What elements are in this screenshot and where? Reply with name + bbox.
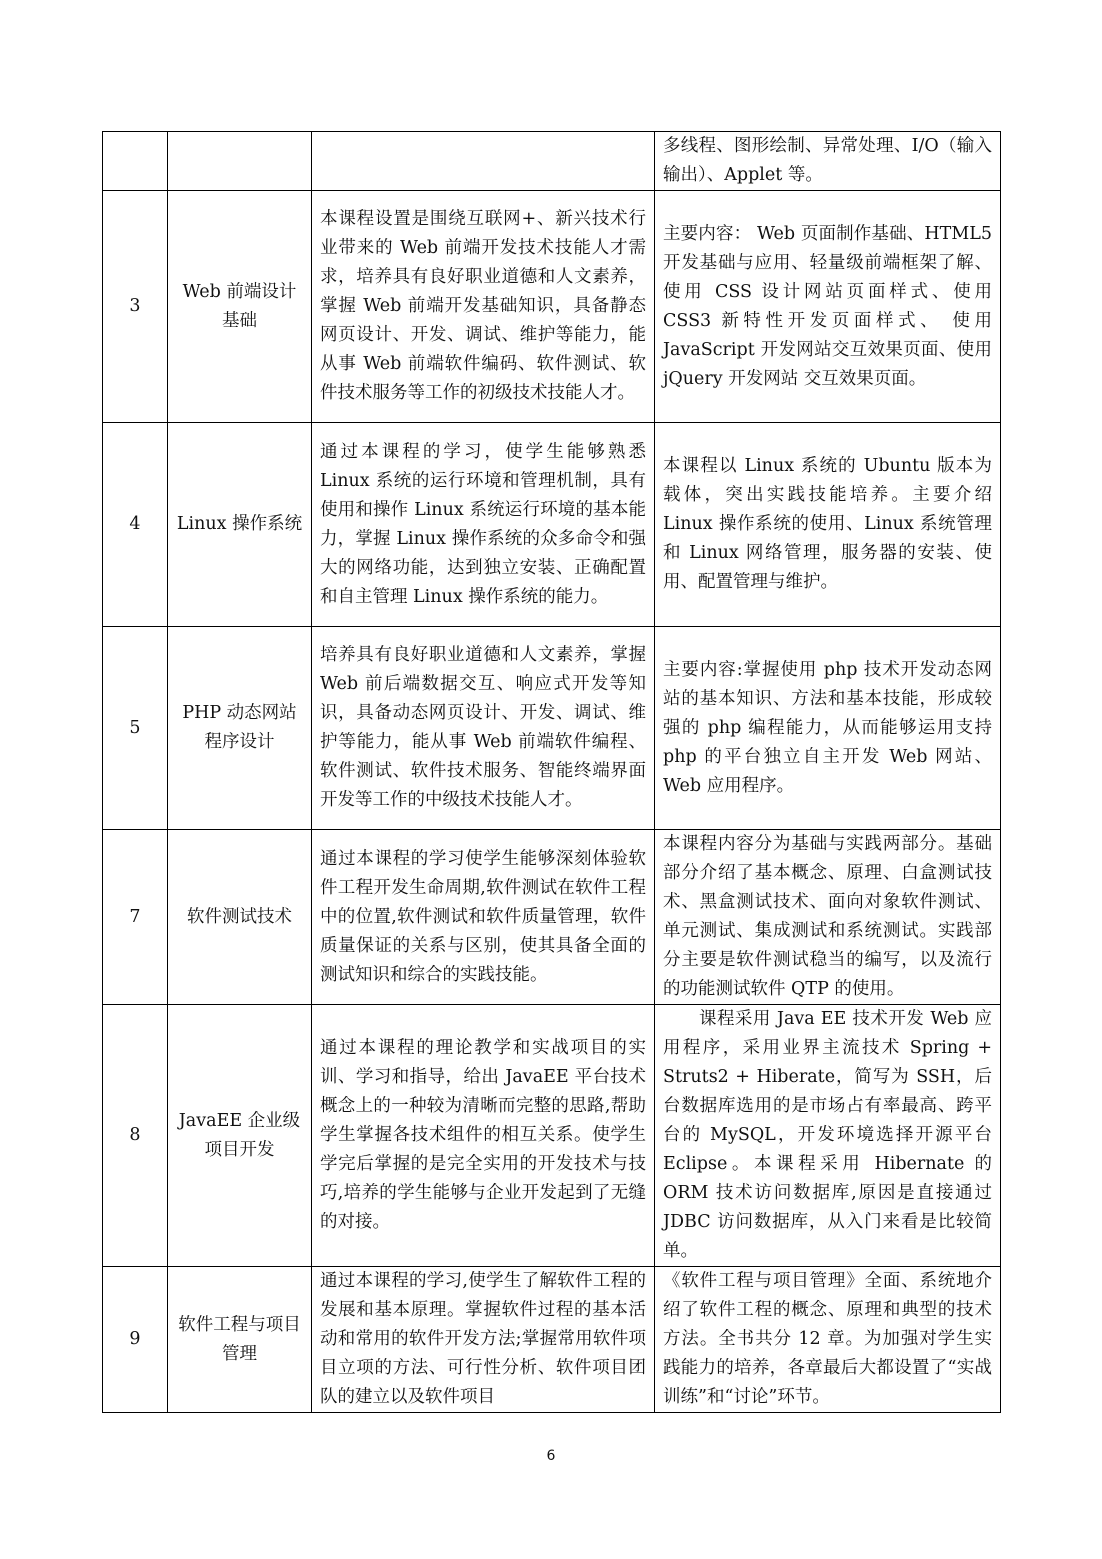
- course-number: 3: [103, 191, 168, 423]
- table-row: [103, 423, 1001, 627]
- course-content: 课程采用 Java EE 技术开发 Web 应用程序，采用业界主流技术 Spring + Struts2 + Hiberate，简写为 SSH，后台数据库选用的是市场占有率最高、跨平台的 MySQL，开发环境选择开源平台 Eclipse。本课程采用 Hibernate 的 ORM 技术访问数据库,原因是直接通过 JDBC 访问数据库，从入门来看是比较简单。: [655, 1005, 1001, 1267]
- course-table: [102, 131, 1001, 1413]
- course-goal: 培养具有良好职业道德和人文素养，掌握 Web 前后端数据交互、响应式开发等知识，具备动态网页设计、开发、调试、维护等能力，能从事 Web 前端软件编程、软件测试、软件技术服务、智能终端界面开发等工作的中级技术技能人才。: [312, 627, 655, 830]
- table-row: [103, 830, 1001, 1005]
- course-number: 4: [103, 423, 168, 627]
- course-content: 本课程以 Linux 系统的 Ubuntu 版本为载体，突出实践技能培养。主要介绍 Linux 操作系统的使用、Linux 系统管理和 Linux 网络管理，服务器的安装、使用、配置管理与维护。: [655, 423, 1001, 627]
- course-number: 5: [103, 627, 168, 830]
- course-goal: [312, 132, 655, 191]
- course-content: 《软件工程与项目管理》全面、系统地介绍了软件工程的概念、原理和典型的技术方法。全书共分 12 章。为加强对学生实践能力的培养，各章最后大都设置了“实战训练”和“讨论”环节。: [655, 1267, 1001, 1413]
- course-goal: 本课程设置是围绕互联网+、新兴技术行业带来的 Web 前端开发技术技能人才需求，培养具有良好职业道德和人文素养，掌握 Web 前端开发基础知识，具备静态网页设计、开发、调试、维护等能力，能从事 Web 前端软件编码、软件测试、软件技术服务等工作的初级技术技能人才。: [312, 191, 655, 423]
- course-name: 软件工程与项目管理: [168, 1267, 312, 1413]
- course-number: 7: [103, 830, 168, 1005]
- course-content: 主要内容： Web 页面制作基础、HTML5 开发基础与应用、轻量级前端框架了解、使用 CSS 设计网站页面样式、使用 CSS3 新特性开发页面样式、 使用 JavaScript 开发网站交互效果页面、使用 jQuery 开发网站 交互效果页面。: [655, 191, 1001, 423]
- course-name: Linux 操作系统: [168, 423, 312, 627]
- course-content: 本课程内容分为基础与实践两部分。基础部分介绍了基本概念、原理、白盒测试技术、黑盒测试技术、面向对象软件测试、单元测试、集成测试和系统测试。实践部分主要是软件测试稳当的编写，以及流行的功能测试软件 QTP 的使用。: [655, 830, 1001, 1005]
- table-row: [103, 1267, 1001, 1413]
- course-name: [168, 132, 312, 191]
- table-row: [103, 627, 1001, 830]
- table-row: [103, 191, 1001, 423]
- course-content: 主要内容:掌握使用 php 技术开发动态网站的基本知识、方法和基本技能，形成较强的 php 编程能力，从而能够运用支持 php 的平台独立自主开发 Web 网站、Web 应用程序。: [655, 627, 1001, 830]
- course-name: PHP 动态网站程序设计: [168, 627, 312, 830]
- course-content: 多线程、图形绘制、异常处理、I/O（输入输出）、Applet 等。: [655, 132, 1001, 191]
- table-row: [103, 132, 1001, 191]
- course-goal: 通过本课程的学习使学生能够深刻体验软件工程开发生命周期,软件测试在软件工程中的位置,软件测试和软件质量管理，软件质量保证的关系与区别，使其具备全面的测试知识和综合的实践技能。: [312, 830, 655, 1005]
- course-number: [103, 132, 168, 191]
- page-number: 6: [546, 1448, 556, 1464]
- course-number: 8: [103, 1005, 168, 1267]
- course-goal: 通过本课程的理论教学和实战项目的实训、学习和指导，给出 JavaEE 平台技术概念上的一种较为清晰而完整的思路,帮助学生掌握各技术组件的相互关系。使学生学完后掌握的是完全实用的开发技术与技巧,培养的学生能够与企业开发起到了无缝的对接。: [312, 1005, 655, 1267]
- course-number: 9: [103, 1267, 168, 1413]
- course-name: Web 前端设计基础: [168, 191, 312, 423]
- course-goal: 通过本课程的学习，使学生能够熟悉 Linux 系统的运行环境和管理机制，具有使用和操作 Linux 系统运行环境的基本能力，掌握 Linux 操作系统的众多命令和强大的网络功能，达到独立安装、正确配置和自主管理 Linux 操作系统的能力。: [312, 423, 655, 627]
- course-name: 软件测试技术: [168, 830, 312, 1005]
- table-row: [103, 1005, 1001, 1267]
- course-name: JavaEE 企业级项目开发: [168, 1005, 312, 1267]
- course-goal: 通过本课程的学习,使学生了解软件工程的发展和基本原理。掌握软件过程的基本活动和常用的软件开发方法;掌握常用软件项目立项的方法、可行性分析、软件项目团队的建立以及软件项目: [312, 1267, 655, 1413]
